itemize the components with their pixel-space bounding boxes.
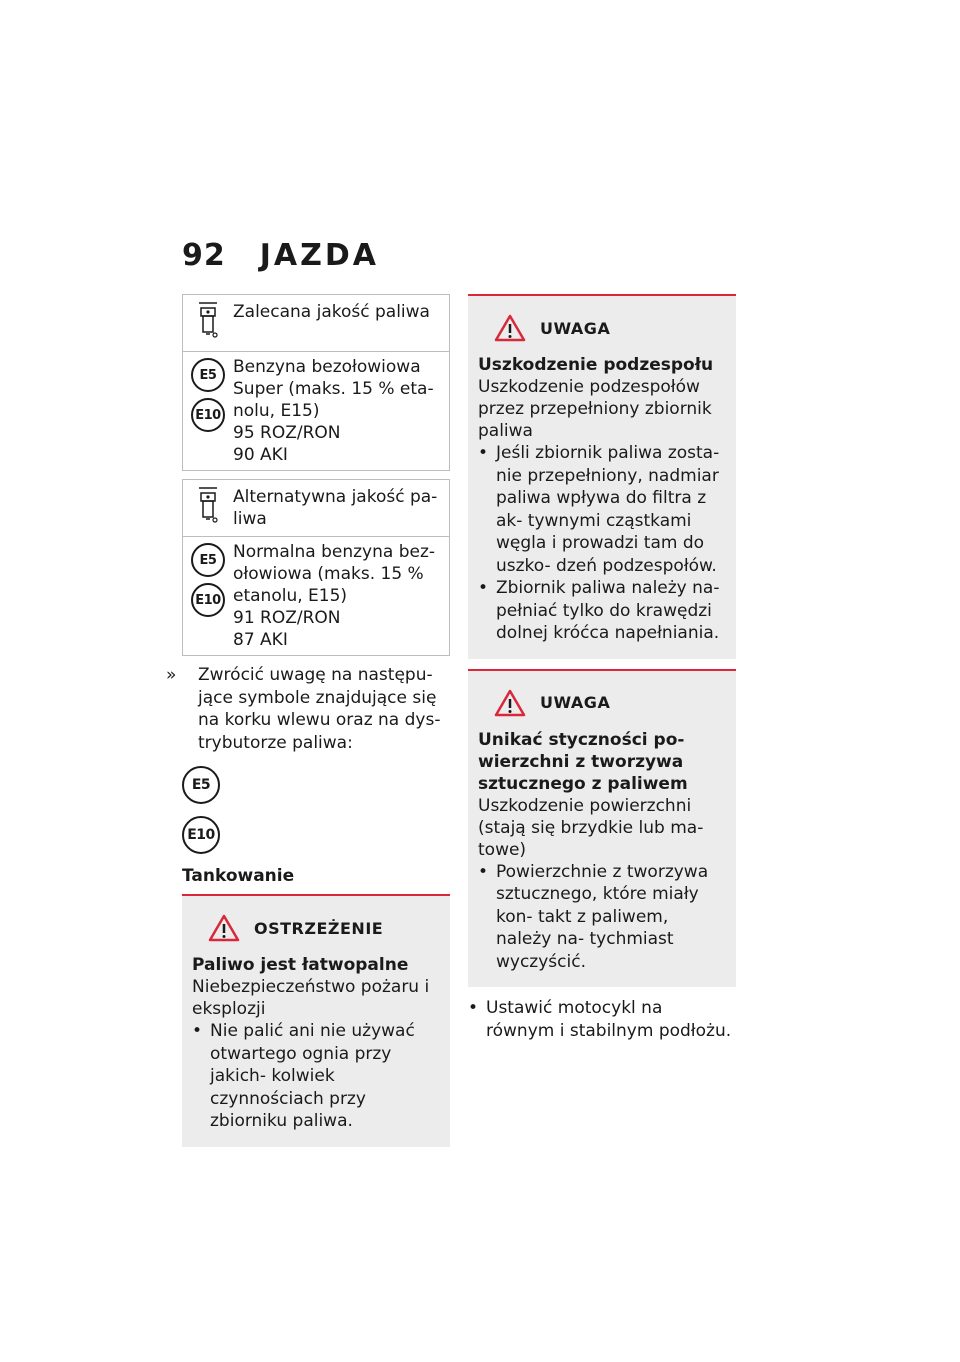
warning-notice [182, 894, 450, 1147]
fuel-table-heading: Alternatywna jakość pa- liwa [233, 487, 438, 529]
fuel-spec-line: Normalna benzyna bez- [233, 542, 436, 562]
e10-badge-icon: E10 [191, 398, 225, 432]
fuel-spec-line: 90 AKI [233, 445, 288, 465]
caution-notice [468, 294, 736, 659]
fuel-spec [233, 537, 449, 655]
notice-label: OSTRZEŻENIE [254, 918, 384, 938]
fuel-table-heading: Zalecana jakość paliwa [233, 302, 430, 322]
notice-title: Paliwo jest łatwopalne [192, 955, 409, 975]
fuel-spec-line: etanolu, E15) [233, 586, 348, 606]
notice-title: Unikać styczności po- wierzchni z tworzywa sztucznego z paliwem [478, 729, 688, 794]
instruction-text: Zwrócić uwagę na następu- jące symbole znajdujące się na korku wlewu oraz na dys- trybutorze paliwa: [198, 665, 441, 753]
warning-triangle-icon [494, 689, 526, 717]
notice-bullet: • Nie palić ani nie używać otwartego ognia przy jakich- kolwiek czynnościach przy zbiorniku paliwa. [192, 1021, 415, 1131]
page-number: 92 [182, 238, 226, 273]
e10-badge-icon: E10 [182, 816, 220, 854]
fuel-badges [183, 352, 233, 470]
notice-body: Niebezpieczeństwo pożaru i eksplozji [192, 977, 430, 1019]
fuel-table-row [183, 537, 449, 656]
page-header [182, 238, 379, 278]
e5-badge-icon: E5 [182, 766, 220, 804]
final-step: • Ustawić motocykl na równym i stabilnym podłożu. [468, 998, 732, 1041]
fuel-badges [183, 537, 233, 655]
fuel-spec-line: ołowiowa (maks. 15 % [233, 564, 424, 584]
refuel-heading: Tankowanie [182, 866, 295, 886]
instruction-marker: » [166, 665, 177, 685]
fuel-table-recommended [182, 294, 450, 471]
fuel-pump-icon [183, 480, 233, 536]
e10-badge-icon: E10 [191, 583, 225, 617]
fuel-table-heading-row [183, 480, 449, 537]
notice-header [494, 689, 726, 717]
fuel-spec [233, 352, 449, 470]
fuel-spec-line: Benzyna bezołowiowa [233, 357, 421, 377]
notice-bullet: • Zbiornik paliwa należy na- pełniać tylko do krawędzi dolnej króćca napełniania. [478, 578, 720, 643]
notice-header [494, 314, 726, 342]
notice-title: Uszkodzenie podzespołu [478, 355, 714, 375]
warning-triangle-icon [208, 914, 240, 942]
notice-bullet: • Jeśli zbiornik paliwa zosta- nie przepełniony, nadmiar paliwa wpływa do filtra z ak- tywnymi cząstkami węgla i prowadzi tam do uszko- dzeń podzespołów. [478, 443, 720, 576]
fuel-table-alternative [182, 479, 450, 656]
caution-notice [468, 669, 736, 988]
notice-bullet: • Powierzchnie z tworzywa sztucznego, które miały kon- takt z paliwem, należy na- tychmiast wyczyścić. [478, 861, 709, 972]
fuel-pump-icon [183, 295, 233, 351]
fuel-symbols [182, 766, 450, 854]
warning-triangle-icon [494, 314, 526, 342]
left-column [166, 294, 450, 1157]
notice-label: UWAGA [540, 318, 611, 338]
notice-body: Uszkodzenie powierzchni (stają się brzydkie lub ma- towe) [478, 795, 704, 860]
final-step-text: Ustawić motocykl na równym i stabilnym podłożu. [486, 998, 732, 1041]
fuel-spec-line: 91 ROZ/RON [233, 608, 341, 628]
fuel-table-row [183, 352, 449, 471]
instruction-step [166, 664, 450, 754]
notice-label: UWAGA [540, 693, 611, 712]
notice-header [208, 914, 440, 942]
fuel-spec-line: 87 AKI [233, 630, 288, 650]
e5-badge-icon: E5 [191, 543, 225, 577]
fuel-spec-line: 95 ROZ/RON [233, 423, 341, 443]
notice-body: Uszkodzenie podzespołów przez przepełniony zbiornik paliwa [478, 377, 712, 441]
e5-badge-icon: E5 [191, 358, 225, 392]
fuel-spec-line: Super (maks. 15 % eta- [233, 379, 434, 399]
section-title: JAZDA [259, 238, 380, 273]
fuel-table-heading-row [183, 295, 449, 352]
right-column [468, 294, 736, 1042]
fuel-spec-line: nolu, E15) [233, 401, 320, 421]
